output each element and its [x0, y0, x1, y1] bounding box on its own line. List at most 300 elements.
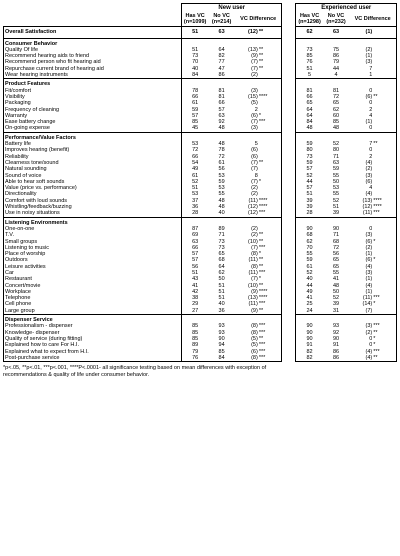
new-user-cell: (7)	[251, 59, 258, 66]
exp-user-cell: 55	[332, 191, 340, 198]
row-label: One-on-one	[4, 226, 182, 232]
gap-cell	[282, 72, 296, 79]
exp-user-cell: (4)	[365, 348, 373, 355]
exp-user-cell	[372, 72, 396, 79]
empty-cell	[372, 38, 396, 47]
row-label: Whistling/feedback/buzzing	[4, 204, 182, 210]
exp-user-cell: **	[372, 355, 396, 362]
table-row	[4, 308, 397, 315]
section-header	[4, 315, 397, 324]
empty-cell	[258, 38, 282, 47]
new-user-cell: (8)	[251, 329, 258, 336]
new-has-vc-header: Has VC (n=1099)	[182, 12, 209, 27]
new-user-cell: (13)	[248, 295, 258, 302]
gap-cell	[282, 125, 296, 132]
new-user-cell: 64	[218, 263, 225, 270]
experienced-user-header: Experienced user	[296, 4, 397, 13]
exp-user-cell: (4)	[365, 159, 373, 166]
exp-user-cell: (4)	[365, 263, 373, 270]
exp-user-cell: 55	[332, 269, 340, 276]
new-user-cell: 41	[182, 283, 209, 289]
new-user-cell: 47	[218, 65, 225, 72]
new-user-cell: (6)	[251, 348, 258, 355]
exp-user-cell: 41	[296, 295, 323, 301]
new-user-cell: ***	[258, 270, 282, 276]
exp-user-cell: (3)	[365, 323, 373, 330]
empty-cell	[235, 132, 258, 141]
exp-user-cell: 28	[296, 210, 323, 217]
exp-user-cell: 85	[296, 53, 323, 59]
exp-user-cell: (1)	[365, 288, 373, 295]
new-user-cell: 84	[208, 355, 235, 362]
exp-user-cell: 68	[332, 238, 340, 245]
new-user-cell: 56	[182, 264, 209, 270]
gap-cell	[282, 355, 296, 362]
exp-user-cell: 82	[296, 355, 323, 362]
exp-no-vc-header: No VC (n=232)	[323, 12, 350, 27]
row-label: Ease battery change	[4, 119, 182, 125]
empty-cell	[349, 315, 372, 324]
exp-user-cell: ****	[372, 198, 396, 204]
new-user-cell: (10)	[248, 238, 258, 245]
exp-user-cell: 93	[332, 323, 340, 330]
new-user-cell: (2)	[251, 185, 258, 192]
exp-user-cell: 90	[332, 335, 340, 342]
exp-user-cell: (6)	[365, 178, 373, 185]
empty-cell	[182, 132, 209, 141]
exp-user-cell: 90	[296, 336, 323, 342]
row-label: Listening to music	[4, 245, 182, 251]
new-user-cell: 51	[182, 270, 209, 276]
new-user-cell: (2)	[251, 191, 258, 198]
new-user-cell: (9)	[251, 288, 258, 295]
new-user-cell: ***	[258, 323, 282, 329]
empty-cell	[258, 79, 282, 88]
empty-cell	[296, 79, 323, 88]
exp-user-cell: 64	[296, 113, 323, 119]
exp-user-cell: 7	[369, 141, 373, 148]
new-user-cell: 54	[182, 160, 209, 166]
table-row	[4, 125, 397, 132]
exp-user-cell: 75	[332, 46, 340, 53]
exp-user-cell: 53	[332, 185, 340, 192]
new-user-cell: **	[258, 232, 282, 238]
exp-user-cell: (2)	[365, 329, 373, 336]
exp-has-vc-header: Has VC (n=1298)	[296, 12, 323, 27]
gap-cell	[282, 79, 296, 88]
row-label: Wear hearing instruments	[4, 72, 182, 79]
exp-user-cell: 25	[296, 301, 323, 307]
row-label: Recommend person who fit hearing aid	[4, 59, 182, 65]
new-user-cell: 51	[182, 185, 209, 191]
exp-user-cell: ***	[372, 295, 396, 301]
empty-cell	[372, 79, 396, 88]
exp-user-cell: **	[372, 94, 396, 100]
footnote-line-1: *p<.05, **p<.01, ***p<.001, ****P<.0001- all significance testing based on mean differences with exception of	[3, 365, 267, 372]
new-no-vc-header: No VC (n=214)	[208, 12, 235, 27]
new-user-cell: **	[258, 160, 282, 166]
exp-user-cell: 65	[332, 257, 340, 264]
new-user-cell: 68	[218, 257, 225, 264]
exp-user-cell: 73	[296, 154, 323, 160]
new-user-cell: 81	[218, 87, 225, 94]
new-user-cell: 43	[182, 276, 209, 282]
section-header	[4, 38, 397, 47]
new-user-cell: (3)	[235, 125, 258, 132]
new-user-cell: 66	[182, 94, 209, 100]
exp-user-cell: 85	[332, 119, 340, 126]
new-user-cell: (5)	[251, 342, 258, 349]
exp-user-cell: 90	[296, 226, 323, 232]
new-user-cell: **	[258, 257, 282, 263]
new-user-cell: *	[258, 251, 282, 257]
section-title: Listening Environments	[4, 217, 182, 226]
exp-user-cell	[372, 125, 396, 132]
exp-user-cell: (12)	[362, 204, 373, 211]
gap-cell	[282, 217, 296, 226]
row-label: T.V.	[4, 232, 182, 238]
new-user-cell: **	[258, 27, 282, 38]
exp-user-cell: (1)	[365, 119, 373, 126]
exp-user-cell: 81	[296, 88, 323, 94]
new-user-cell: (8)	[251, 323, 258, 330]
exp-user-cell: (11)	[349, 210, 372, 217]
exp-user-cell: 0	[349, 125, 372, 132]
row-label: Packaging	[4, 100, 182, 106]
new-user-cell: (2)	[251, 225, 258, 232]
new-user-cell: 36	[182, 204, 209, 210]
section-title: Consumer Behavior	[4, 38, 182, 47]
exp-user-cell: 51	[332, 204, 340, 211]
new-user-cell: 63	[218, 112, 225, 119]
row-label: Recommend hearing aids to friend	[4, 53, 182, 59]
new-user-cell: 28	[182, 210, 209, 217]
exp-user-cell: 72	[332, 93, 340, 100]
exp-user-cell: 61	[296, 264, 323, 270]
exp-user-cell: 59	[296, 160, 323, 166]
new-user-cell: ***	[258, 342, 282, 348]
new-user-cell: 94	[218, 342, 225, 349]
new-user-cell: 51	[218, 295, 225, 302]
exp-user-cell: 63	[332, 159, 340, 166]
empty-cell	[349, 79, 372, 88]
footnote-line-2: recommendations & quality of life under consumer behavior.	[3, 371, 150, 378]
new-user-cell: ****	[258, 295, 282, 301]
row-label: Place of worship	[4, 251, 182, 257]
exp-user-cell: (3)	[365, 232, 373, 239]
row-label: Natural sounding	[4, 166, 182, 172]
new-user-cell: (7)	[251, 244, 258, 251]
empty-cell	[208, 132, 235, 141]
gap-cell	[282, 308, 296, 315]
new-user-cell: 93	[218, 329, 225, 336]
table-container	[3, 3, 397, 378]
row-label: Value (price vs. performance)	[4, 185, 182, 191]
new-user-cell: 66	[182, 245, 209, 251]
exp-user-cell: (6)	[365, 93, 373, 100]
exp-user-cell: 71	[332, 153, 340, 160]
new-user-cell: (6)	[251, 112, 258, 119]
row-label: Outdoors	[4, 257, 182, 263]
new-user-cell: ***	[258, 210, 282, 217]
new-user-cell: 48	[218, 197, 225, 204]
exp-user-cell: 0	[369, 100, 373, 107]
new-user-cell: 36	[208, 308, 235, 315]
empty-cell	[372, 132, 396, 141]
exp-user-cell: 1	[349, 72, 372, 79]
exp-user-cell: 0	[369, 335, 373, 342]
new-user-cell: 42	[182, 289, 209, 295]
exp-user-cell: (3)	[365, 269, 373, 276]
row-label: Able to hear soft sounds	[4, 179, 182, 185]
exp-user-cell: 44	[332, 65, 340, 72]
new-user-cell: **	[258, 283, 282, 289]
exp-user-cell: 39	[296, 198, 323, 204]
row-label: Workplace	[4, 289, 182, 295]
exp-user-cell: (2)	[365, 244, 373, 251]
new-user-cell: (10)	[248, 282, 258, 289]
new-user-cell: 57	[218, 106, 225, 113]
exp-user-cell: 39	[296, 204, 323, 210]
empty-cell	[258, 132, 282, 141]
exp-user-cell: 50	[332, 178, 340, 185]
new-user-cell: 69	[182, 232, 209, 238]
new-user-cell: 53	[218, 172, 225, 179]
empty-cell	[208, 315, 235, 324]
exp-user-cell: 39	[323, 210, 350, 217]
table-row	[4, 210, 397, 217]
exp-user-cell: *	[372, 301, 396, 307]
exp-user-cell: 86	[332, 348, 340, 355]
row-label: Frequency of cleaning	[4, 107, 182, 113]
exp-user-cell: (6)	[365, 257, 373, 264]
exp-user-cell: 4	[369, 112, 373, 119]
empty-cell	[182, 217, 209, 226]
new-user-cell: ****	[258, 198, 282, 204]
new-user-cell: (7)	[251, 166, 258, 173]
row-label: Large group	[4, 308, 182, 315]
row-label: Clearness tone/sound	[4, 160, 182, 166]
empty-cell	[182, 79, 209, 88]
exp-user-cell: 59	[332, 166, 340, 173]
exp-user-cell: (4)	[365, 191, 373, 198]
exp-user-cell: ****	[372, 204, 396, 210]
gap-cell	[282, 27, 296, 38]
new-user-cell: 48	[218, 141, 225, 148]
row-label: Car	[4, 270, 182, 276]
new-user-cell: (7)	[251, 65, 258, 72]
new-user-cell: *	[258, 179, 282, 185]
new-user-cell: 53	[182, 141, 209, 147]
new-user-cell: 89	[218, 225, 225, 232]
exp-user-cell: (4)	[365, 282, 373, 289]
new-user-cell: (7)	[251, 178, 258, 185]
empty-cell	[296, 315, 323, 324]
new-user-cell: ***	[258, 330, 282, 336]
section-header	[4, 217, 397, 226]
new-user-cell: 40	[208, 210, 235, 217]
new-user-cell: 72	[182, 147, 209, 153]
new-user-cell: 57	[182, 251, 209, 257]
row-label: Post-purchase service	[4, 355, 182, 362]
row-label: Directionality	[4, 191, 182, 197]
exp-user-cell: 51	[296, 66, 323, 72]
new-user-cell: 40	[218, 301, 225, 308]
new-user-cell: (7)	[251, 159, 258, 166]
exp-user-cell: 57	[296, 166, 323, 172]
empty-cell	[235, 38, 258, 47]
row-label: Explained how to care For H.I.	[4, 342, 182, 348]
exp-user-cell: 62	[332, 106, 340, 113]
new-user-cell	[258, 125, 282, 132]
section-title: Dispenser Service	[4, 315, 182, 324]
row-label: Fit/comfort	[4, 88, 182, 94]
new-user-cell: 57	[182, 113, 209, 119]
empty-cell	[296, 217, 323, 226]
new-user-cell: 37	[182, 198, 209, 204]
exp-user-cell: (2)	[365, 46, 373, 53]
row-label: On-going expense	[4, 125, 182, 132]
row-label: Comfort with loud sounds	[4, 198, 182, 204]
new-user-cell: ****	[258, 94, 282, 100]
new-user-cell: **	[258, 239, 282, 245]
new-user-cell: 45	[182, 125, 209, 132]
gap-cell	[282, 315, 296, 324]
exp-user-cell: 62	[296, 27, 323, 38]
table-row	[4, 72, 397, 79]
exp-user-cell: 41	[332, 276, 340, 283]
footnote	[3, 365, 397, 378]
exp-user-cell: 81	[332, 87, 340, 94]
exp-user-cell: (14)	[362, 301, 373, 308]
new-user-cell: 85	[182, 323, 209, 329]
exp-user-cell: ***	[372, 210, 396, 217]
exp-user-cell: 70	[296, 245, 323, 251]
exp-user-cell: 71	[332, 232, 340, 239]
exp-vc-diff-header: VC Difference	[349, 12, 396, 27]
exp-user-cell: **	[372, 141, 396, 147]
empty-cell	[258, 217, 282, 226]
new-user-cell: (5)	[251, 335, 258, 342]
exp-user-cell: 0	[369, 87, 373, 94]
row-label: Concert/movie	[4, 283, 182, 289]
new-user-cell: 56	[218, 166, 225, 173]
exp-user-cell: 86	[332, 53, 340, 60]
exp-user-cell: *	[372, 257, 396, 263]
empty-cell	[296, 132, 323, 141]
new-user-cell: (6)	[251, 147, 258, 154]
new-user-cell	[258, 72, 282, 79]
exp-user-cell: 65	[296, 100, 323, 106]
empty-cell	[349, 132, 372, 141]
new-user-cell: 65	[218, 251, 225, 258]
table-body	[4, 27, 397, 362]
new-user-cell: 76	[182, 355, 209, 362]
exp-user-cell: 84	[296, 119, 323, 125]
exp-user-cell: 52	[332, 295, 340, 302]
exp-user-cell: 86	[323, 355, 350, 362]
exp-user-cell: 91	[296, 342, 323, 348]
row-label: Telephone	[4, 295, 182, 301]
exp-user-cell: 73	[296, 47, 323, 53]
exp-user-cell: 68	[296, 232, 323, 238]
exp-user-cell: (3)	[365, 172, 373, 179]
new-user-cell: 73	[218, 244, 225, 251]
exp-user-cell: 55	[332, 172, 340, 179]
exp-user-cell: 79	[332, 59, 340, 66]
exp-user-cell: 49	[296, 289, 323, 295]
new-user-cell: 2	[254, 106, 258, 113]
exp-user-cell: (1)	[349, 27, 372, 38]
row-label: Cell phone	[4, 301, 182, 307]
new-user-cell: **	[258, 47, 282, 53]
new-user-cell: 66	[182, 154, 209, 160]
new-user-cell: 50	[218, 276, 225, 283]
empty-cell	[235, 315, 258, 324]
new-user-cell: (2)	[251, 232, 258, 239]
new-user-cell: (9)	[235, 308, 258, 315]
new-user-cell: (8)	[235, 355, 258, 362]
exp-user-cell: 0	[369, 342, 373, 349]
exp-user-cell: (6)	[365, 238, 373, 245]
new-user-cell: (2)	[235, 72, 258, 79]
new-user-cell: 73	[182, 53, 209, 59]
empty-cell	[208, 79, 235, 88]
exp-user-cell: 4	[369, 185, 373, 192]
new-user-cell: 52	[182, 179, 209, 185]
exp-user-cell: 5	[296, 72, 323, 79]
new-user-cell: (13)	[248, 46, 258, 53]
exp-user-cell: 76	[296, 59, 323, 65]
new-user-cell: 53	[218, 185, 225, 192]
new-user-cell: 70	[182, 59, 209, 65]
new-user-cell: (12)	[248, 204, 258, 211]
new-user-cell: **	[258, 53, 282, 59]
exp-user-cell: 72	[332, 244, 340, 251]
exp-user-cell: (2)	[365, 166, 373, 173]
new-user-cell: **	[258, 66, 282, 72]
exp-user-cell: 52	[296, 270, 323, 276]
exp-user-cell: ***	[372, 323, 396, 329]
empty-cell	[182, 315, 209, 324]
new-user-cell: **	[258, 59, 282, 65]
new-user-cell: 61	[218, 159, 225, 166]
new-user-cell: 27	[182, 308, 209, 315]
empty-cell	[372, 217, 396, 226]
new-user-cell: ***	[258, 119, 282, 125]
new-user-cell: 59	[182, 107, 209, 113]
new-user-cell: (3)	[251, 87, 258, 94]
exp-user-cell: 56	[332, 251, 340, 258]
new-user-cell: **	[258, 308, 282, 315]
exp-user-cell: (3)	[365, 59, 373, 66]
exp-user-cell: 64	[296, 107, 323, 113]
empty-cell	[235, 79, 258, 88]
row-label: Sound of voice	[4, 173, 182, 179]
table-row	[4, 355, 397, 362]
exp-user-cell: 62	[296, 239, 323, 245]
exp-user-cell: (4)	[349, 355, 372, 362]
satisfaction-table	[3, 3, 397, 362]
exp-user-cell: 92	[332, 329, 340, 336]
new-user-cell: 48	[208, 125, 235, 132]
exp-user-cell: 90	[296, 323, 323, 329]
exp-user-cell: 44	[296, 283, 323, 289]
new-user-cell: (8)	[251, 251, 258, 258]
exp-user-cell: 39	[332, 301, 340, 308]
new-user-cell: *	[258, 113, 282, 119]
exp-user-cell: 90	[296, 330, 323, 336]
